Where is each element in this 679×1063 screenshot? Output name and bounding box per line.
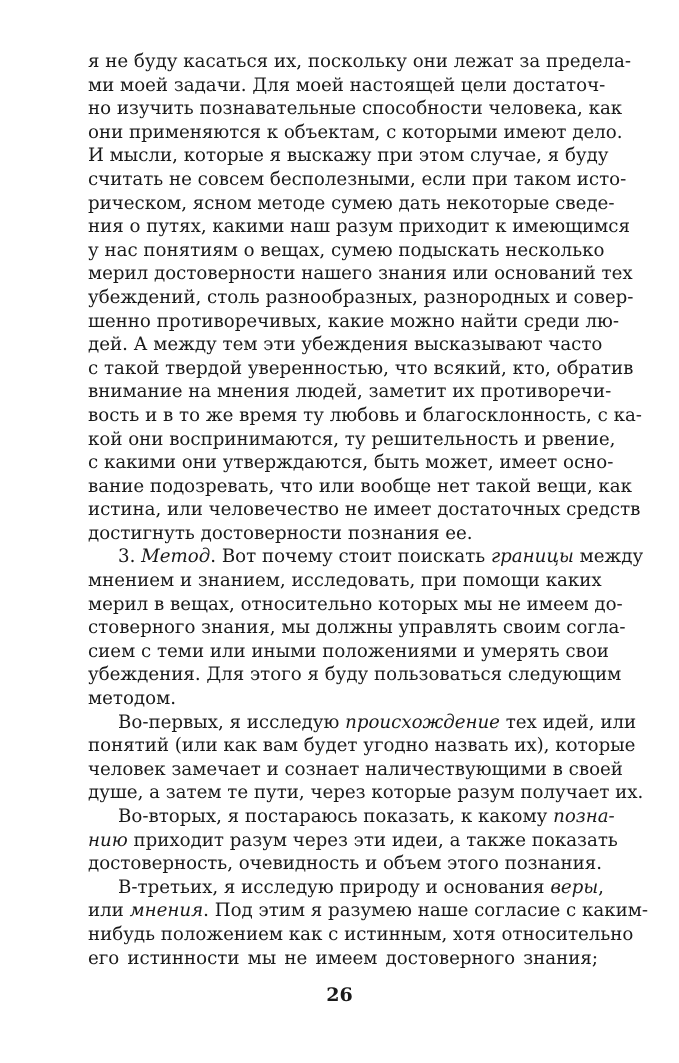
paragraph	[88, 545, 644, 710]
text-line: нию приходит разум через эти идеи, а также показать	[88, 829, 618, 851]
paragraph	[88, 805, 618, 876]
italic-term: происхождение	[345, 711, 500, 733]
text-line: Во-первых, я исследую происхождение тех идей, или	[118, 711, 637, 733]
text-line: сием с теми или иными положениями и умерять свои	[88, 640, 609, 662]
text-line: внимание на мнения людей, заметит их противоречи-	[88, 381, 612, 403]
italic-term: веры	[550, 876, 599, 898]
text-line: мерил достоверности нашего знания или оснований тех	[88, 263, 633, 285]
text-line: дей. А между тем эти убеждения высказывают часто	[88, 334, 603, 356]
text-line: вость и в то же время ту любовь и благосклонность, с ка-	[88, 404, 642, 426]
text-line: достигнуть достоверности познания ее.	[88, 522, 473, 544]
text-line: рическом, ясном методе сумею дать некоторые сведе-	[88, 192, 615, 214]
text-line: ния о путях, какими наш разум приходит к имеющимся	[88, 216, 630, 238]
italic-term: границы	[490, 546, 574, 568]
text-line: душе, а затем те пути, через которые разум получает их.	[88, 782, 644, 804]
text-line: И мысли, которые я выскажу при этом случае, я буду	[88, 145, 609, 167]
text-line: ми моей задачи. Для моей настоящей цели достаточ-	[88, 74, 606, 96]
text-line: истина, или человечество не имеет достаточных средств	[88, 499, 641, 521]
text-line: они применяются к объектам, с которыми имеют дело.	[88, 121, 623, 143]
text-line: у нас понятиям о вещах, сумею подыскать несколько	[88, 239, 605, 261]
text-line: Во-вторых, я постараюсь показать, к какому позна-	[118, 806, 615, 827]
text-line: кой они воспринимаются, ту решительность и рвение,	[88, 428, 616, 450]
text-line: В-третьих, я исследую природу и основания веры,	[118, 876, 604, 898]
italic-term: нию	[88, 829, 128, 851]
text-line: я не буду касаться их, поскольку они лежат за предела-	[88, 51, 632, 72]
italic-term: Метод	[141, 546, 211, 568]
italic-term: позна-	[553, 806, 615, 827]
paragraph	[88, 711, 644, 805]
text-line: но изучить познавательные способности человека, как	[88, 98, 623, 120]
text-line: мерил в вещах, относительно которых мы не имеем до-	[88, 593, 623, 615]
text-line: с такой твердой уверенностью, что всякий, кто, обратив	[88, 357, 634, 379]
text-line: нибудь положением как с истинным, хотя относительно	[88, 923, 634, 945]
text-line: шенно противоречивых, какие можно найти среди лю-	[88, 310, 620, 332]
text-line: убеждений, столь разнообразных, разнородных и совер-	[88, 286, 634, 308]
italic-term: мнения	[129, 900, 204, 922]
text-line: человек замечает и сознает наличествующими в своей	[88, 758, 623, 780]
text-line: понятий (или как вам будет угодно назвать их), которые	[88, 735, 636, 757]
text-line: его истинности мы не имеем достоверного знания;	[88, 947, 598, 969]
paragraph	[88, 876, 648, 970]
text-line: или мнения. Под этим я разумею наше согласие с каким-	[88, 900, 648, 922]
text-line: считать не совсем бесполезными, если при таком исто-	[88, 168, 627, 190]
text-line: с какими они утверждаются, быть может, имеет осно-	[88, 452, 614, 474]
text-line: вание подозревать, что или вообще нет такой вещи, как	[88, 475, 632, 497]
text-line: 3. Метод. Вот почему стоит поискать границы между	[118, 546, 644, 568]
book-page	[88, 50, 648, 970]
text-line: мнением и знанием, исследовать, при помощи каких	[88, 570, 602, 592]
text-line: методом.	[88, 688, 176, 710]
text-line: достоверность, очевидность и объем этого познания.	[88, 853, 603, 875]
paragraph	[88, 50, 642, 545]
text-line: стоверного знания, мы должны управлять своим согла-	[88, 617, 626, 639]
text-line: убеждения. Для этого я буду пользоваться следующим	[88, 664, 622, 686]
page-number: 26	[326, 984, 353, 1006]
